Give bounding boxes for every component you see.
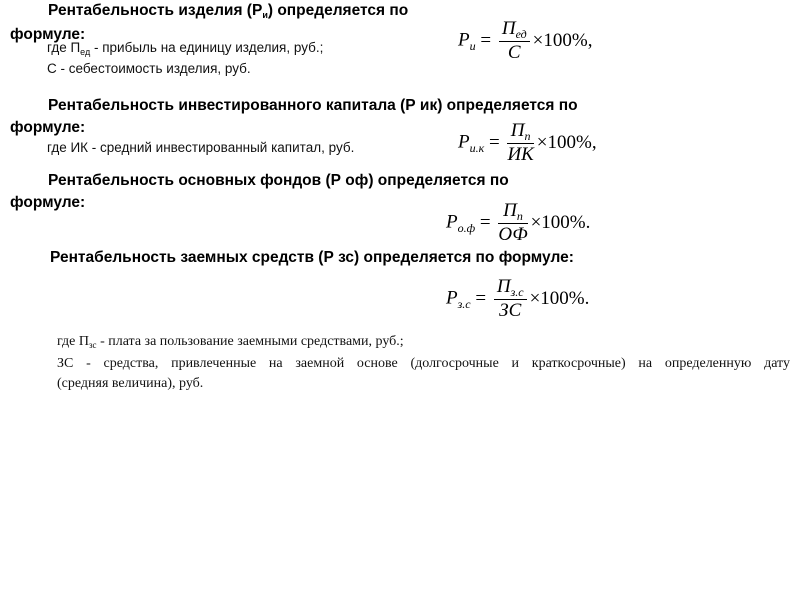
fraction: $\frac{П_п}{ОФ}$	[498, 200, 528, 245]
fraction: $\frac{П_п}{ИК}$	[507, 120, 534, 165]
heading-product-profitability: Рентабельность изделия (Ри) определяется по	[48, 2, 409, 20]
heading-invested-capital-profitability: Рентабельность инвестированного капитала (Р ик) определяется по	[48, 97, 578, 114]
formula-product-profitability: $Р_и$ = $\frac{П_{ед}}{С}$ ×100%,	[458, 18, 593, 63]
note-borrowed-funds-fee: где $П_{зс}$ - плата за пользование заемными средствами, руб.;	[57, 334, 404, 350]
heading-borrowed-funds-profitability: Рентабельность заемных средств (Р зс) определяется по формуле:	[50, 249, 574, 266]
heading-fixed-assets-line2: формуле:	[10, 194, 86, 211]
heading-invested-capital-line2: формуле:	[10, 119, 86, 136]
formula-borrowed-funds-profitability: $Р_{з.с}$ = $\frac{П_{з.с}}{ЗС}$ ×100%.	[446, 276, 590, 321]
note-invested-capital: где ИК - средний инвестированный капитал, руб.	[47, 140, 355, 155]
fraction: $\frac{П_{ед}}{С}$	[499, 18, 530, 64]
formula-invested-capital-profitability: $Р_{и.к}$ = $\frac{П_п}{ИК}$ ×100%,	[458, 120, 597, 165]
note-profit-per-unit: где $П_{ед}$ - прибыль на единицу изделия, руб.;	[47, 40, 324, 57]
note-borrowed-funds-line1: ЗС - средства, привлеченные на заемной основе (долгосрочные и краткосрочные) на определенную дату	[57, 356, 790, 371]
note-cost-of-product: С - себестоимость изделия, руб.	[47, 61, 251, 76]
fraction: $\frac{П_{з.с}}{ЗС}$	[494, 276, 527, 322]
heading-product-profitability-line2: формуле:	[10, 26, 86, 43]
note-borrowed-funds-line2: (средняя величина), руб.	[57, 376, 204, 391]
heading-fixed-assets-profitability: Рентабельность основных фондов (Р оф) определяется по	[48, 172, 509, 189]
formula-fixed-assets-profitability: $Р_{о.ф}$ = $\frac{П_п}{ОФ}$ ×100%.	[446, 200, 591, 245]
